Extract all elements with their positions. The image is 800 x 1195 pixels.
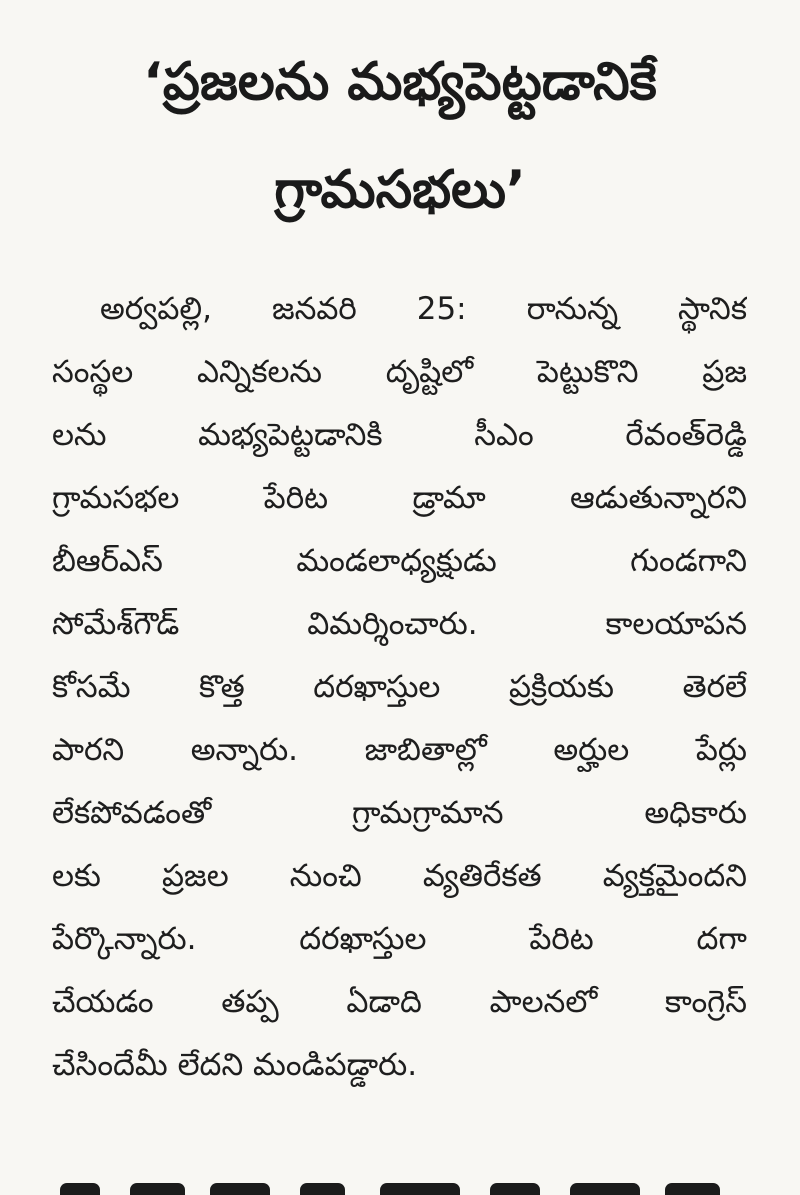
- body-line: కోసమే కొత్త దరఖాస్తుల ప్రక్రియకు తెరలే: [52, 669, 747, 705]
- body-line: లేకపోవడంతో గ్రామగ్రామాన అధికారు: [52, 795, 747, 831]
- body-line: లకు ప్రజల నుంచి వ్యతిరేకత వ్యక్తమైందని: [52, 858, 747, 894]
- cropped-glyph: [570, 1183, 640, 1195]
- headline-line-1: ‘ప్రజలను మభ్యపెట్టడానికే: [143, 52, 657, 112]
- body-line: చేయడం తప్ప ఏడాది పాలనలో కాంగ్రెస్: [52, 984, 747, 1020]
- cropped-next-headline: [60, 1165, 740, 1195]
- cropped-glyph: [490, 1183, 540, 1195]
- body-line: సోమేశ్‌గౌడ్ విమర్శించారు. కాలయాపన: [52, 606, 747, 642]
- cropped-glyph: [665, 1183, 720, 1195]
- body-line: పేర్కొన్నారు. దరఖాస్తుల పేరిట దగా: [52, 921, 747, 957]
- body-line: సంస్థల ఎన్నికలను దృష్టిలో పెట్టుకొని ప్రజ: [52, 354, 747, 390]
- headline-line-2: గ్రామసభలు’: [274, 160, 526, 220]
- cropped-glyph: [300, 1183, 345, 1195]
- body-line: పారని అన్నారు. జాబితాల్లో అర్హుల పేర్లు: [52, 732, 747, 768]
- cropped-glyph: [210, 1183, 270, 1195]
- body-line: అర్వపల్లి, జనవరి 25: రానున్న స్థానిక: [100, 291, 747, 327]
- body-line: గ్రామసభల పేరిట డ్రామా ఆడుతున్నారని: [52, 480, 747, 516]
- cropped-glyph: [60, 1183, 100, 1195]
- cropped-glyph: [130, 1183, 185, 1195]
- body-line: చేసిందేమీ లేదని మండిపడ్డారు.: [52, 1047, 418, 1083]
- body-line: బీఆర్‌ఎస్ మండలాధ్యక్షుడు గుండగాని: [52, 543, 747, 579]
- cropped-glyph: [380, 1183, 460, 1195]
- body-line: లను మభ్యపెట్టడానికి సీఎం రేవంత్‌రెడ్డి: [52, 417, 747, 453]
- article-body: [52, 278, 747, 1097]
